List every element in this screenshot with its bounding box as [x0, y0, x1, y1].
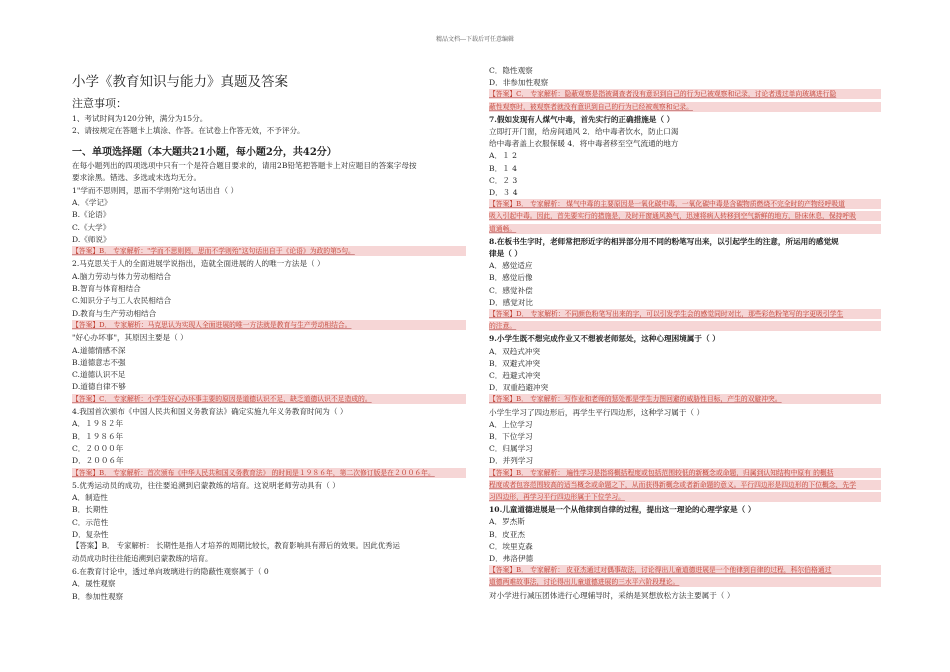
option-line: B.智育与体育相结合: [72, 284, 141, 293]
option-line: D．感觉对比: [489, 297, 534, 307]
option-line: A．罗杰斯: [489, 517, 525, 527]
question-line: 9.小学生既不想完成作业又不想被老师惩处，这种心理困境属于（ ）: [489, 334, 720, 344]
answer-line: 的注意。: [489, 321, 881, 331]
answer-line: 【答案】B． 专家解析：写作业和老师的惩处都是学生力图回避的威胁性目标，产生的双避冲突。: [489, 394, 881, 404]
option-line: D．复杂性: [72, 530, 109, 539]
document-title: 小学《教育知识与能力》真题及答案: [72, 74, 288, 90]
question-line: 小学生学习了四边形后，再学生平行四边形，这种学习属于（ ）: [489, 407, 705, 417]
question-line: 2.马克思关于人的全面进展学说指出，造就全面进展的人的唯一方法是（ ）: [72, 259, 325, 269]
option-line: C.《大学》: [72, 222, 111, 232]
question-line: "好心办坏事"，其原因主要是（ ）: [72, 333, 188, 343]
option-line: A．感觉适应: [489, 261, 533, 271]
answer-line: 【答案】D． 专家解析：不同颜色粉笔写出来的字，可以引发学生会的感觉同时对比，那些彩色粉笔写的字更吸引学生: [489, 309, 881, 319]
option-line: B．长期性: [72, 505, 108, 515]
option-line: D．２００６年: [72, 456, 124, 466]
notice-line: 2、请按规定在答题卡上填涂、作答。在试卷上作答无效，不予评分。: [72, 126, 305, 135]
option-line: A．制造性: [72, 493, 108, 503]
question-line: 5.优秀运动员的成功，往往要追溯到启蒙教练的培育。这说明老师劳动具有（ ）: [72, 480, 340, 490]
question-line: 律是（ ）: [489, 249, 523, 258]
answer-line: 道德两难故事法，讨论得出儿童道德进展的三水平六阶段理论。: [489, 577, 881, 587]
option-line: A．晟性观察: [72, 579, 116, 589]
answer-line: 【答案】B． 专家解析： 遍性学习是指将概括程度或包括范围较低的新概念或命题，归属到认知结构中原有 的概括: [489, 468, 881, 478]
option-line: C．隐性观察: [489, 66, 533, 75]
option-line: A．《学记》: [72, 197, 112, 207]
option-line: B.《论语》: [72, 210, 111, 220]
option-line: D．双重趋避冲突: [489, 383, 549, 393]
answer-line: 动员成功时往往能追溯到启蒙教练的培育。: [72, 553, 213, 563]
option-line: D.教育与生产劳动相结合: [72, 308, 157, 318]
question-line: 对小学进行减压团体进行心理辅导时，采纳是冥想放松方法主要属于（ ）: [489, 590, 735, 600]
option-line: D.道德自律不够: [72, 382, 126, 392]
answer-line: 程度或者包容范围较高的适当概念或命题之下，从而获得新概念或者新命题的意义。平行四边形是四边形的下位概念，先学: [489, 480, 881, 490]
answer-line: 吸入引起中毒。因此，首先要实行的措施是，及时开窗通风换气，迅速将病人转移到空气新鲜的地方，卧床休息，保持呼吸: [489, 211, 881, 221]
answer-line: 【答案】C． 专家解析：小学生好心办坏事主要的原因是道德认识不足，缺乏道德认识不足造成的。: [72, 394, 466, 404]
answer-line: 【答案】D． 专家解析：马克思认为实现人全面进展的唯一方法就是教育与生产劳动相结合。: [72, 320, 466, 330]
option-line: D．并列学习: [489, 456, 534, 466]
option-line: 立即打开门窗，给房间通风 2．给中毒者饮水，防止口渴: [489, 127, 679, 136]
option-line: B．双避式冲突: [489, 358, 541, 368]
question-line: 要求涂黑。错选、多选或未选均无分。: [72, 173, 202, 183]
question-line: 7.假如发现有人煤气中毒，首先实行的正确措施是（ ）: [489, 114, 675, 124]
question-line: 6.在教育讨论中，透过单向玻璃进行的隐蔽性观察属于（ 0: [72, 566, 269, 576]
option-line: C．趋避式冲突: [489, 371, 541, 380]
answer-line: 【答案】B． 专家解析：首次颁布《中华人民共和国义务教育法》 的时间是１９８６年，第二次修订版是在２００６年。: [72, 468, 466, 478]
answer-line: 【答案】B． 专家解析： 煤气中毒的主要原因是一氧化碳中毒，一氧化碳中毒是含碳物质燃烧不完全时的产物经呼吸道: [489, 199, 881, 209]
option-line: D．３ 4: [489, 188, 518, 197]
section-title: 一、单项选择题（本大题共21小题，每小题2分，共42分）: [72, 147, 337, 158]
option-line: A．１ 2: [489, 151, 517, 161]
answer-line: 【答案】B． 专家解析： 长期性是指人才培养的周期比较长，教育影响具有滞后的效果。因此优秀运: [72, 541, 400, 551]
page-header: 精品文档---下载后可任意编辑: [435, 36, 515, 43]
option-line: B．感觉后像: [489, 273, 533, 283]
answer-line: 【答案】C． 专家解析：隐蔽观察是指被调查者没有意识到自己的行为已被观察和记录，讨论者透过单向玻璃进行隐: [489, 89, 881, 99]
option-line: C．２ 3: [489, 175, 518, 185]
option-line: B．参加性观察: [72, 591, 124, 601]
option-line: C．感觉补偿: [489, 285, 533, 295]
option-line: C．示范性: [72, 517, 109, 527]
option-line: A.道德情感不深: [72, 345, 126, 355]
option-line: A．上位学习: [489, 419, 533, 429]
option-line: 给中毒者盖上衣服保暖 4．将中毒者移至空气流通的地方: [489, 139, 679, 149]
answer-line: 【答案】B． 专家解析："学而不思则罔，思而不学则殆"这句话出自于《论语》为政的第5句。: [72, 246, 466, 256]
option-line: C.知识分子与工人农民相结合: [72, 296, 172, 306]
option-line: B．１９８６年: [72, 431, 124, 441]
option-line: D．弗洛伊德: [489, 554, 534, 563]
option-line: C．归属学习: [489, 444, 533, 454]
answer-line: 道通畅。: [489, 224, 881, 234]
option-line: D.《师说》: [72, 234, 111, 244]
answer-line: 蔽性观察时，被观察者就没有意识到自己的行为已经被观察和记录。: [489, 102, 881, 112]
option-line: A．１９８２年: [72, 419, 124, 429]
notice-heading: 注意事项：: [72, 97, 127, 110]
option-line: C.道德认识不足: [72, 370, 126, 380]
option-line: B．皮亚杰: [489, 529, 525, 539]
option-line: D．非参加性观察: [489, 78, 549, 88]
answer-line: 习四边形，再学习平行四边形属于下位学习。: [489, 492, 881, 502]
option-line: A．双趋式冲突: [489, 346, 541, 356]
question-line: 1"学而不思则罔，思而不学则殆"这句话出自（ ）: [72, 185, 239, 195]
question-line: 4.我国首次颁布《中国人民共和国义务教育法》确定实施九年义务教育时间为（ ）: [72, 407, 348, 416]
option-line: B.道德意志不强: [72, 357, 126, 367]
notice-line: 1、考试时间为120分钟，满分为15分。: [72, 114, 208, 123]
option-line: B．１ 4: [489, 163, 518, 173]
question-line: 在每小题列出的四项选项中只有一个是符合题目要求的，请用2B铅笔把答题卡上对应题目的答案字母按: [72, 161, 417, 170]
question-line: 8.在板书生字时，老师常把形近字的相异部分用不同的粉笔写出来，以引起学生的注意，所运用的感觉规: [489, 236, 839, 246]
option-line: A.脑力劳动与体力劳动相结合: [72, 271, 172, 281]
option-line: C．２０００年: [72, 443, 124, 453]
question-line: 10.儿童道德进展是一个从他律到自律的过程，提出这一理论的心理学家是（ ）: [489, 505, 756, 515]
option-line: B．下位学习: [489, 432, 533, 441]
option-line: C．埃里克森: [489, 541, 533, 551]
answer-line: 【答案】B． 专家解析： 皮亚杰通过对偶事故法，讨论得出儿童道德进展是一个他律到自律的过程，科尔伯格通过: [489, 565, 881, 575]
